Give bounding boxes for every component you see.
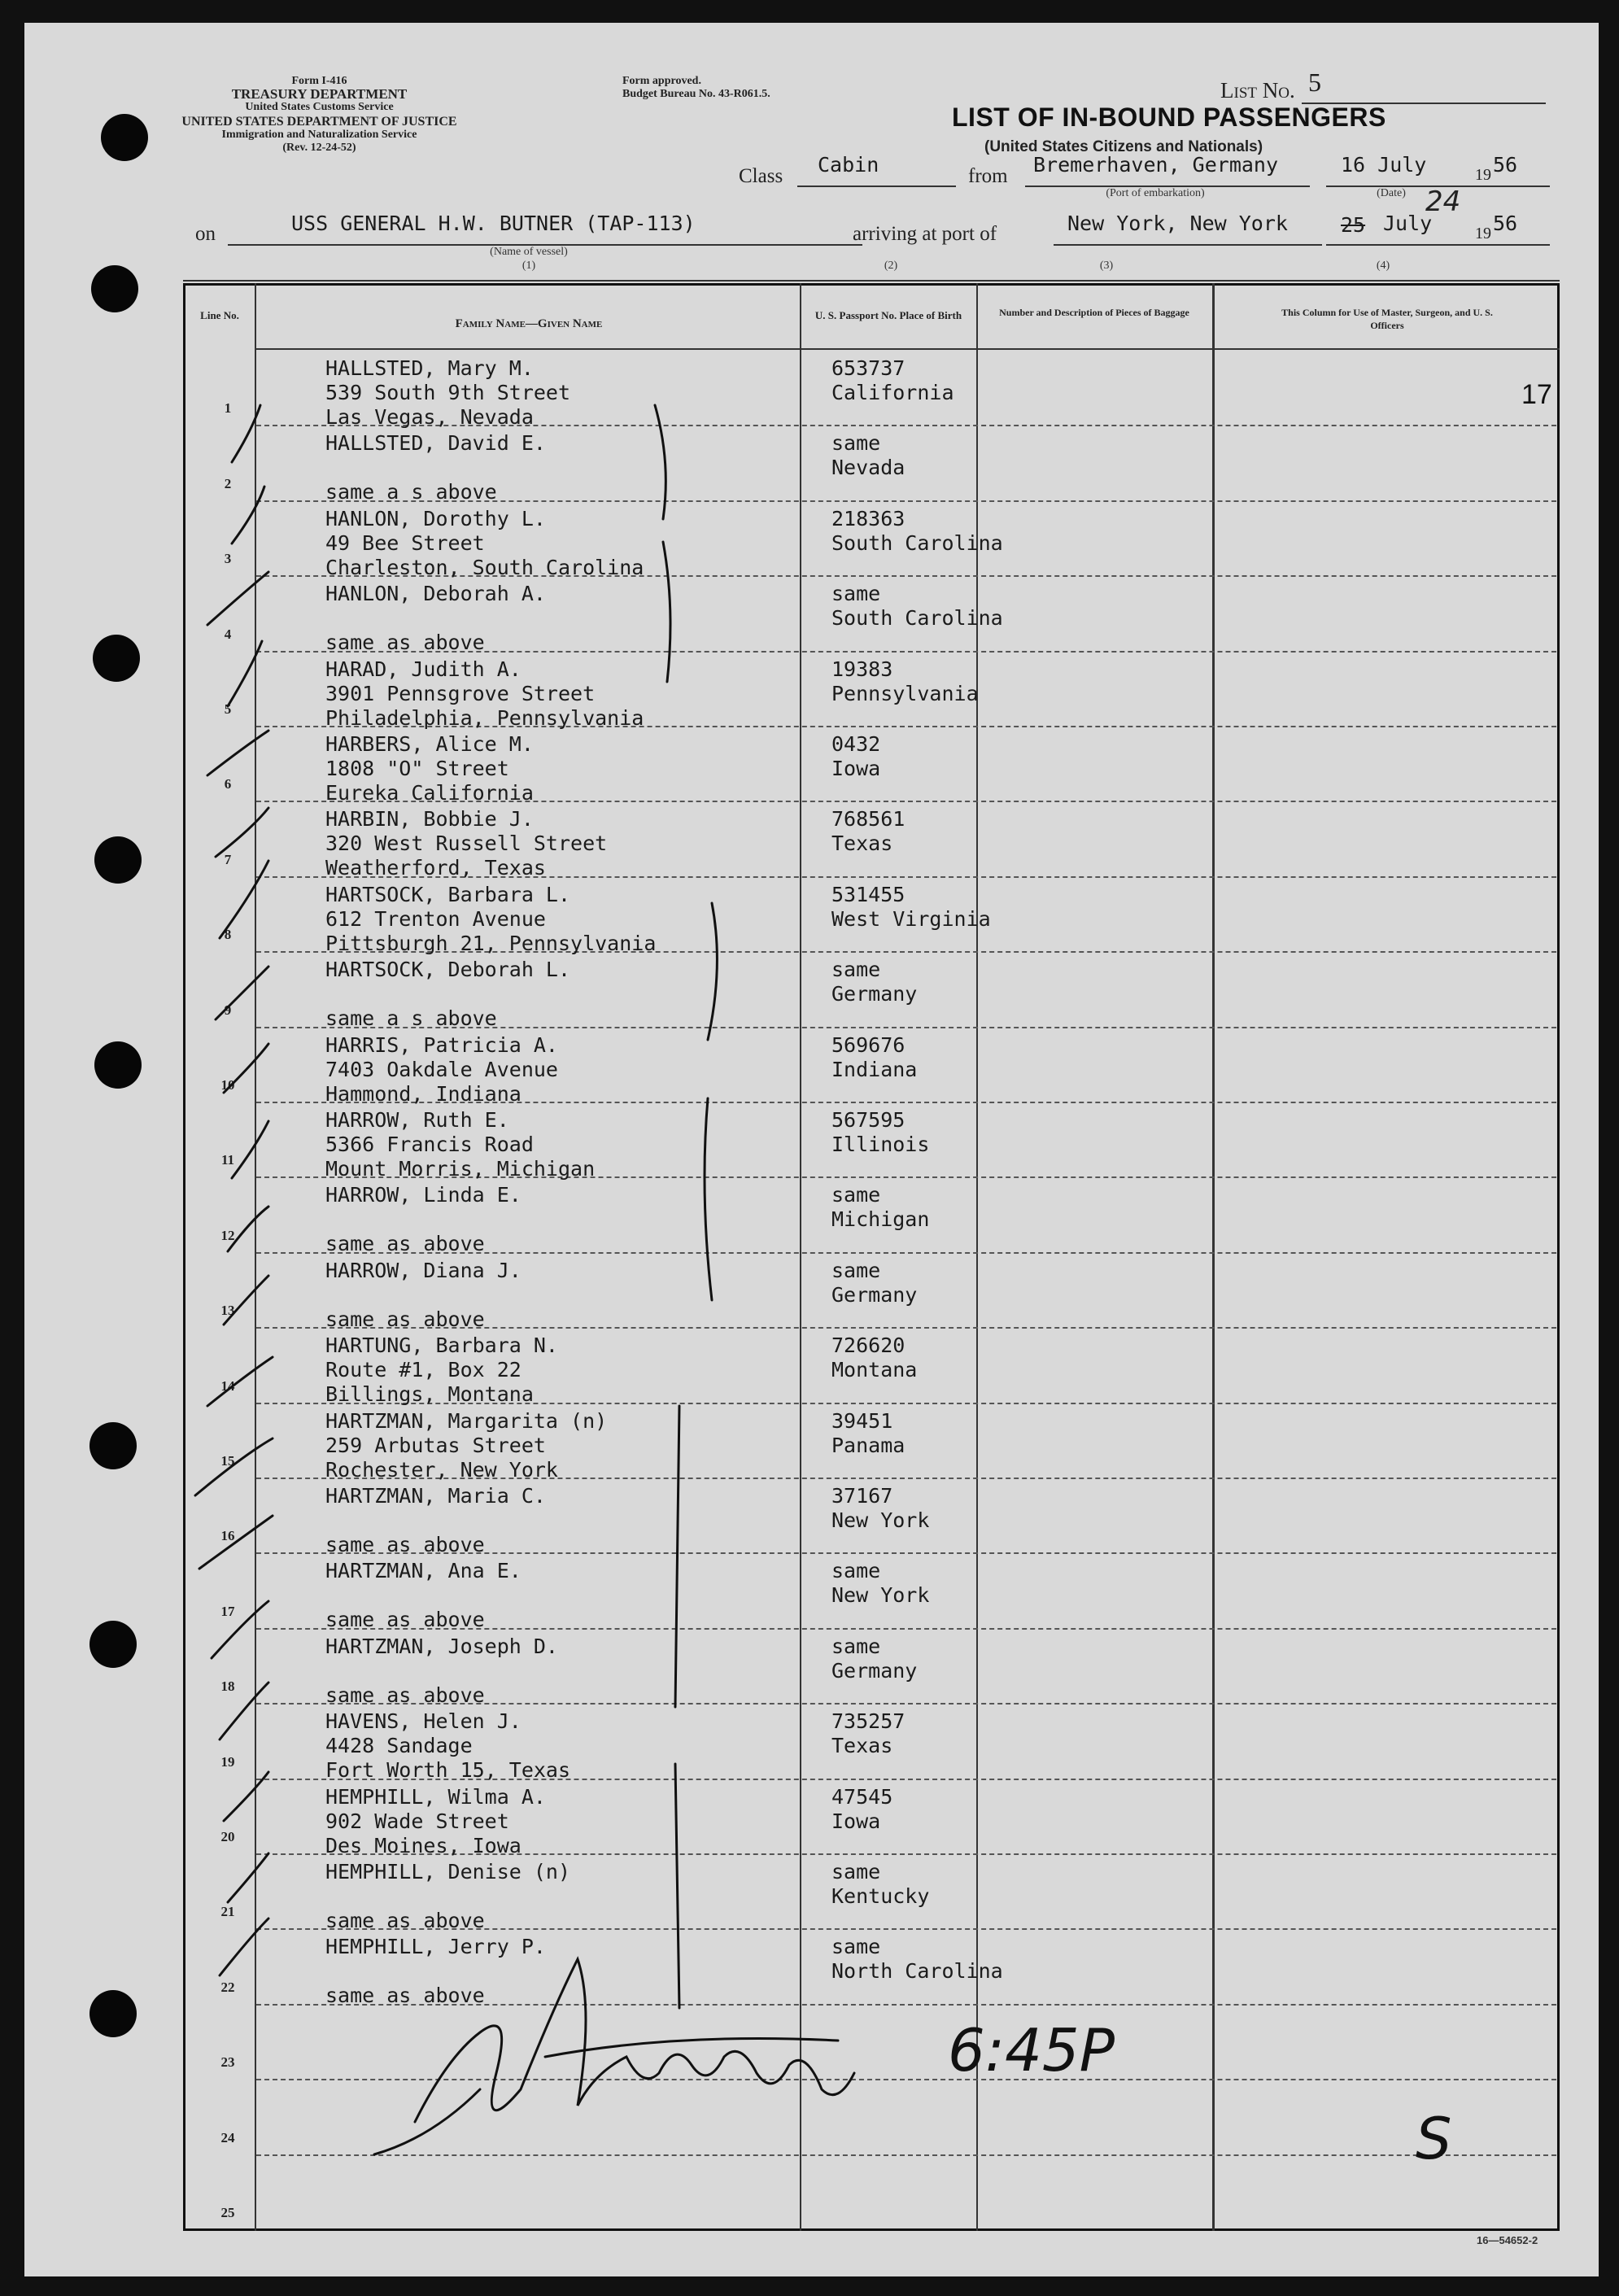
passport-number: same [831, 1258, 881, 1282]
place-of-birth: Germany [831, 982, 918, 1006]
passenger-address-line1: 4428 Sandage [325, 1734, 473, 1758]
passenger-address-line2: Rochester, New York [325, 1457, 558, 1482]
passenger-name: HARTZMAN, Maria C. [325, 1484, 546, 1508]
place-of-birth: Panama [831, 1433, 906, 1457]
vessel-name: USS GENERAL H.W. BUTNER (TAP-113) [291, 212, 696, 235]
passport-number: 218363 [831, 506, 906, 530]
passport-number: 37167 [831, 1484, 893, 1508]
line-number: 4 [224, 626, 232, 642]
passport-number: same [831, 1559, 881, 1583]
passenger-address-line2: same as above [325, 1533, 485, 1556]
passport-number: same [831, 1634, 881, 1658]
passport-number: 39451 [831, 1408, 893, 1433]
passenger-address-line2: Eureka California [325, 781, 534, 805]
passenger-name: HARTZMAN, Ana E. [325, 1559, 521, 1583]
form-approved: Form approved. [622, 75, 701, 87]
passenger-address-line1: 902 Wade Street [325, 1809, 509, 1833]
passenger-name: HAVENS, Helen J. [325, 1709, 521, 1734]
caption-col1: (1) [521, 260, 536, 272]
place-of-birth: Montana [831, 1358, 918, 1382]
arrival-year: 56 [1493, 212, 1518, 235]
line-number: 18 [220, 1678, 235, 1695]
ins-service: Immigration and Naturalization Service [221, 129, 417, 141]
line-number: 24 [220, 2129, 235, 2145]
bracket-mark [705, 1098, 712, 1300]
place-of-birth: South Carolina [831, 530, 1003, 555]
passenger-address-line1: 3901 Pennsgrove Street [325, 681, 596, 705]
passenger-address-line2: same as above [325, 1909, 485, 1932]
passport-number: 567595 [831, 1108, 906, 1132]
document-page [24, 23, 1599, 2276]
line-number: 19 [220, 1753, 235, 1770]
passport-number: 653737 [831, 356, 906, 380]
place-of-birth: California [831, 381, 954, 404]
passport-number: same [831, 958, 881, 982]
class-label: Class [739, 165, 783, 187]
passenger-name: HARBERS, Alice M. [325, 732, 534, 756]
departure-year: 56 [1493, 153, 1518, 177]
passenger-address-line2: same as above [325, 1608, 485, 1632]
officer-count-mark: 17 [1521, 379, 1552, 410]
place-of-birth: New York [831, 1583, 930, 1608]
place-of-birth: West Virginia [831, 906, 991, 931]
line-number: 14 [220, 1377, 235, 1394]
arrival-month: July [1383, 212, 1433, 235]
passenger-name: HARTZMAN, Margarita (n) [325, 1408, 608, 1433]
passenger-address-line2: same a s above [325, 1006, 497, 1031]
from-label: from [968, 165, 1008, 187]
passenger-address-line2: same as above [325, 1232, 485, 1256]
vessel-caption: (Name of vessel) [490, 246, 568, 258]
passenger-name: HARAD, Judith A. [325, 657, 521, 681]
form-number: Form I-416 [291, 75, 347, 87]
arriving-label: arriving at port of [853, 223, 997, 245]
passport-number: 19383 [831, 657, 893, 681]
passenger-name: HEMPHILL, Denise (n) [325, 1860, 571, 1884]
bracket-mark [675, 1764, 679, 2008]
place-of-birth: Kentucky [831, 1884, 930, 1908]
line-number: 10 [220, 1077, 235, 1093]
place-of-birth: Germany [831, 1282, 918, 1307]
form-subtitle: (United States Citizens and Nationals) [984, 138, 1263, 155]
passenger-address-line2: Charleston, South Carolina [325, 555, 644, 579]
caption-col2: (2) [884, 260, 898, 272]
line-number: 9 [224, 1002, 232, 1018]
place-of-birth: North Carolina [831, 1959, 1003, 1984]
passport-number: same [831, 431, 881, 456]
place-of-birth: Indiana [831, 1057, 918, 1081]
line-number: 7 [224, 851, 232, 867]
line-number: 5 [224, 701, 232, 717]
line-number: 12 [220, 1227, 235, 1243]
passenger-name: HALLSTED, David E. [325, 431, 546, 456]
line-number: 8 [224, 927, 232, 943]
passenger-address-line2: Philadelphia, Pennsylvania [325, 705, 644, 730]
on-label: on [195, 223, 216, 245]
passenger-address-line1: 5366 Francis Road [325, 1133, 534, 1156]
passenger-name: HALLSTED, Mary M. [325, 356, 534, 380]
handwriting-overlay [24, 23, 1599, 2276]
passenger-address-line1: Route #1, Box 22 [325, 1358, 521, 1382]
passenger-name: HARTUNG, Barbara N. [325, 1334, 558, 1358]
passport-number: 531455 [831, 882, 906, 906]
passport-number: same [831, 1183, 881, 1207]
class-value: Cabin [818, 153, 879, 177]
signature-time: 6:45P [948, 2016, 1115, 2084]
line-number: 16 [220, 1528, 235, 1544]
place-of-birth: Iowa [831, 1809, 881, 1833]
col-header-line-text: Line No. [200, 309, 239, 321]
passenger-name: HANLON, Deborah A. [325, 582, 546, 606]
passport-number: same [831, 1860, 881, 1884]
passport-number: same [831, 582, 881, 606]
passport-number: 726620 [831, 1334, 906, 1358]
passenger-address-line1: 612 Trenton Avenue [325, 906, 546, 931]
budget-bureau: Budget Bureau No. 43-R061.5. [622, 88, 770, 100]
passenger-address-line1: 539 South 9th Street [325, 381, 571, 404]
col-header-officers-text: This Column for Use of Master, Surgeon, and U. S. Officers [1281, 307, 1493, 331]
passenger-address-line1: 1808 "O" Street [325, 757, 509, 780]
handwritten-initial: S [1416, 2106, 1452, 2172]
place-of-birth: Illinois [831, 1133, 930, 1156]
passport-number: same [831, 1935, 881, 1959]
passenger-name: HARTSOCK, Barbara L. [325, 882, 571, 906]
passenger-address-line2: same as above [325, 1683, 485, 1707]
passenger-address-line2: same a s above [325, 480, 497, 504]
place-of-birth: Texas [831, 832, 893, 856]
passenger-name: HARTZMAN, Joseph D. [325, 1634, 558, 1658]
line-number: 17 [220, 1603, 235, 1619]
line-number: 6 [224, 776, 232, 792]
line-number: 22 [220, 1979, 235, 1995]
line-number: 11 [220, 1152, 235, 1168]
passenger-address-line2: Hammond, Indiana [325, 1081, 521, 1106]
col-header-passport-text: U. S. Passport No. Place of Birth [814, 309, 962, 321]
footer-code: 16—54652-2 [1477, 2234, 1538, 2246]
line-number: 1 [224, 400, 232, 417]
line-number: 20 [220, 1829, 235, 1844]
form-title: LIST OF IN-BOUND PASSENGERS [952, 103, 1386, 132]
passenger-address-line2: Des Moines, Iowa [325, 1833, 521, 1857]
line-number: 13 [220, 1303, 235, 1319]
departure-century: 19 [1475, 166, 1491, 184]
port-caption: (Port of embarkation) [1106, 187, 1205, 199]
date-caption: (Date) [1377, 187, 1406, 199]
caption-col4: (4) [1376, 260, 1390, 272]
passenger-name: HARRIS, Patricia A. [325, 1032, 558, 1057]
list-no-value: 5 [1308, 68, 1321, 97]
col-header-name-text: Family Name—Given Name [455, 317, 603, 330]
place-of-birth: Pennsylvania [831, 681, 979, 705]
line-number: 21 [220, 1904, 235, 1920]
bracket-mark [675, 1406, 679, 1707]
signature-mark [415, 1959, 854, 2122]
arrival-century: 19 [1475, 225, 1491, 242]
passport-number: 768561 [831, 807, 906, 832]
arrival-day-handwritten: 24 [1425, 186, 1461, 218]
justice-dept: UNITED STATES DEPARTMENT OF JUSTICE [181, 115, 457, 129]
line-number: 15 [220, 1453, 235, 1469]
bracket-mark [708, 903, 717, 1040]
form-revision: (Rev. 12-24-52) [282, 142, 356, 154]
passenger-name: HEMPHILL, Wilma A. [325, 1784, 546, 1809]
place-of-birth: Michigan [831, 1207, 930, 1232]
customs-service: United States Customs Service [245, 101, 394, 113]
passenger-address-line2: same as above [325, 1984, 485, 2008]
passenger-address-line2: Pittsburgh 21, Pennsylvania [325, 931, 657, 955]
port-of-embarkation: Bremerhaven, Germany [1033, 153, 1279, 177]
passenger-address-line2: Billings, Montana [325, 1382, 534, 1407]
passenger-name: HARBIN, Bobbie J. [325, 807, 534, 832]
passenger-address-line2: Weatherford, Texas [325, 856, 546, 880]
passenger-address-line2: Las Vegas, Nevada [325, 405, 534, 429]
passenger-address-line1: 320 West Russell Street [325, 832, 608, 856]
passenger-address-line2: same as above [325, 631, 485, 655]
passenger-address-line2: Mount Morris, Michigan [325, 1157, 596, 1181]
place-of-birth: Germany [831, 1658, 918, 1683]
arrival-port: New York, New York [1067, 212, 1288, 235]
place-of-birth: South Carolina [831, 606, 1003, 631]
line-number: 3 [224, 551, 232, 567]
passenger-name: HARROW, Ruth E. [325, 1108, 509, 1132]
passport-number: 569676 [831, 1032, 906, 1057]
passport-number: 0432 [831, 732, 881, 756]
bracket-mark [655, 405, 665, 519]
arrival-day-struck: 25 [1341, 213, 1366, 237]
passenger-address-line1: 7403 Oakdale Avenue [325, 1057, 558, 1081]
departure-date: 16 July [1341, 153, 1427, 177]
place-of-birth: Iowa [831, 757, 881, 780]
passenger-name: HANLON, Dorothy L. [325, 506, 546, 530]
passenger-name: HARROW, Diana J. [325, 1258, 521, 1282]
passenger-name: HEMPHILL, Jerry P. [325, 1935, 546, 1959]
bracket-mark [663, 542, 670, 682]
list-no-label: List No. [1220, 78, 1295, 103]
passenger-address-line2: same as above [325, 1307, 485, 1331]
line-number: 25 [220, 2205, 235, 2220]
caption-col3: (3) [1099, 260, 1114, 272]
passenger-address-line1: 49 Bee Street [325, 530, 485, 555]
place-of-birth: Nevada [831, 456, 906, 480]
passenger-address-line2: Fort Worth 15, Texas [325, 1758, 571, 1783]
line-number: 23 [220, 2054, 235, 2071]
passenger-address-line1: 259 Arbutas Street [325, 1433, 546, 1457]
passenger-name: HARROW, Linda E. [325, 1183, 521, 1207]
place-of-birth: New York [831, 1508, 930, 1532]
place-of-birth: Texas [831, 1734, 893, 1758]
passport-number: 735257 [831, 1709, 906, 1734]
col-header-baggage-text: Number and Description of Pieces of Baggage [999, 307, 1189, 318]
passport-number: 47545 [831, 1784, 893, 1809]
line-number: 2 [224, 475, 232, 491]
passenger-name: HARTSOCK, Deborah L. [325, 958, 571, 982]
treasury-dept: TREASURY DEPARTMENT [231, 86, 408, 102]
